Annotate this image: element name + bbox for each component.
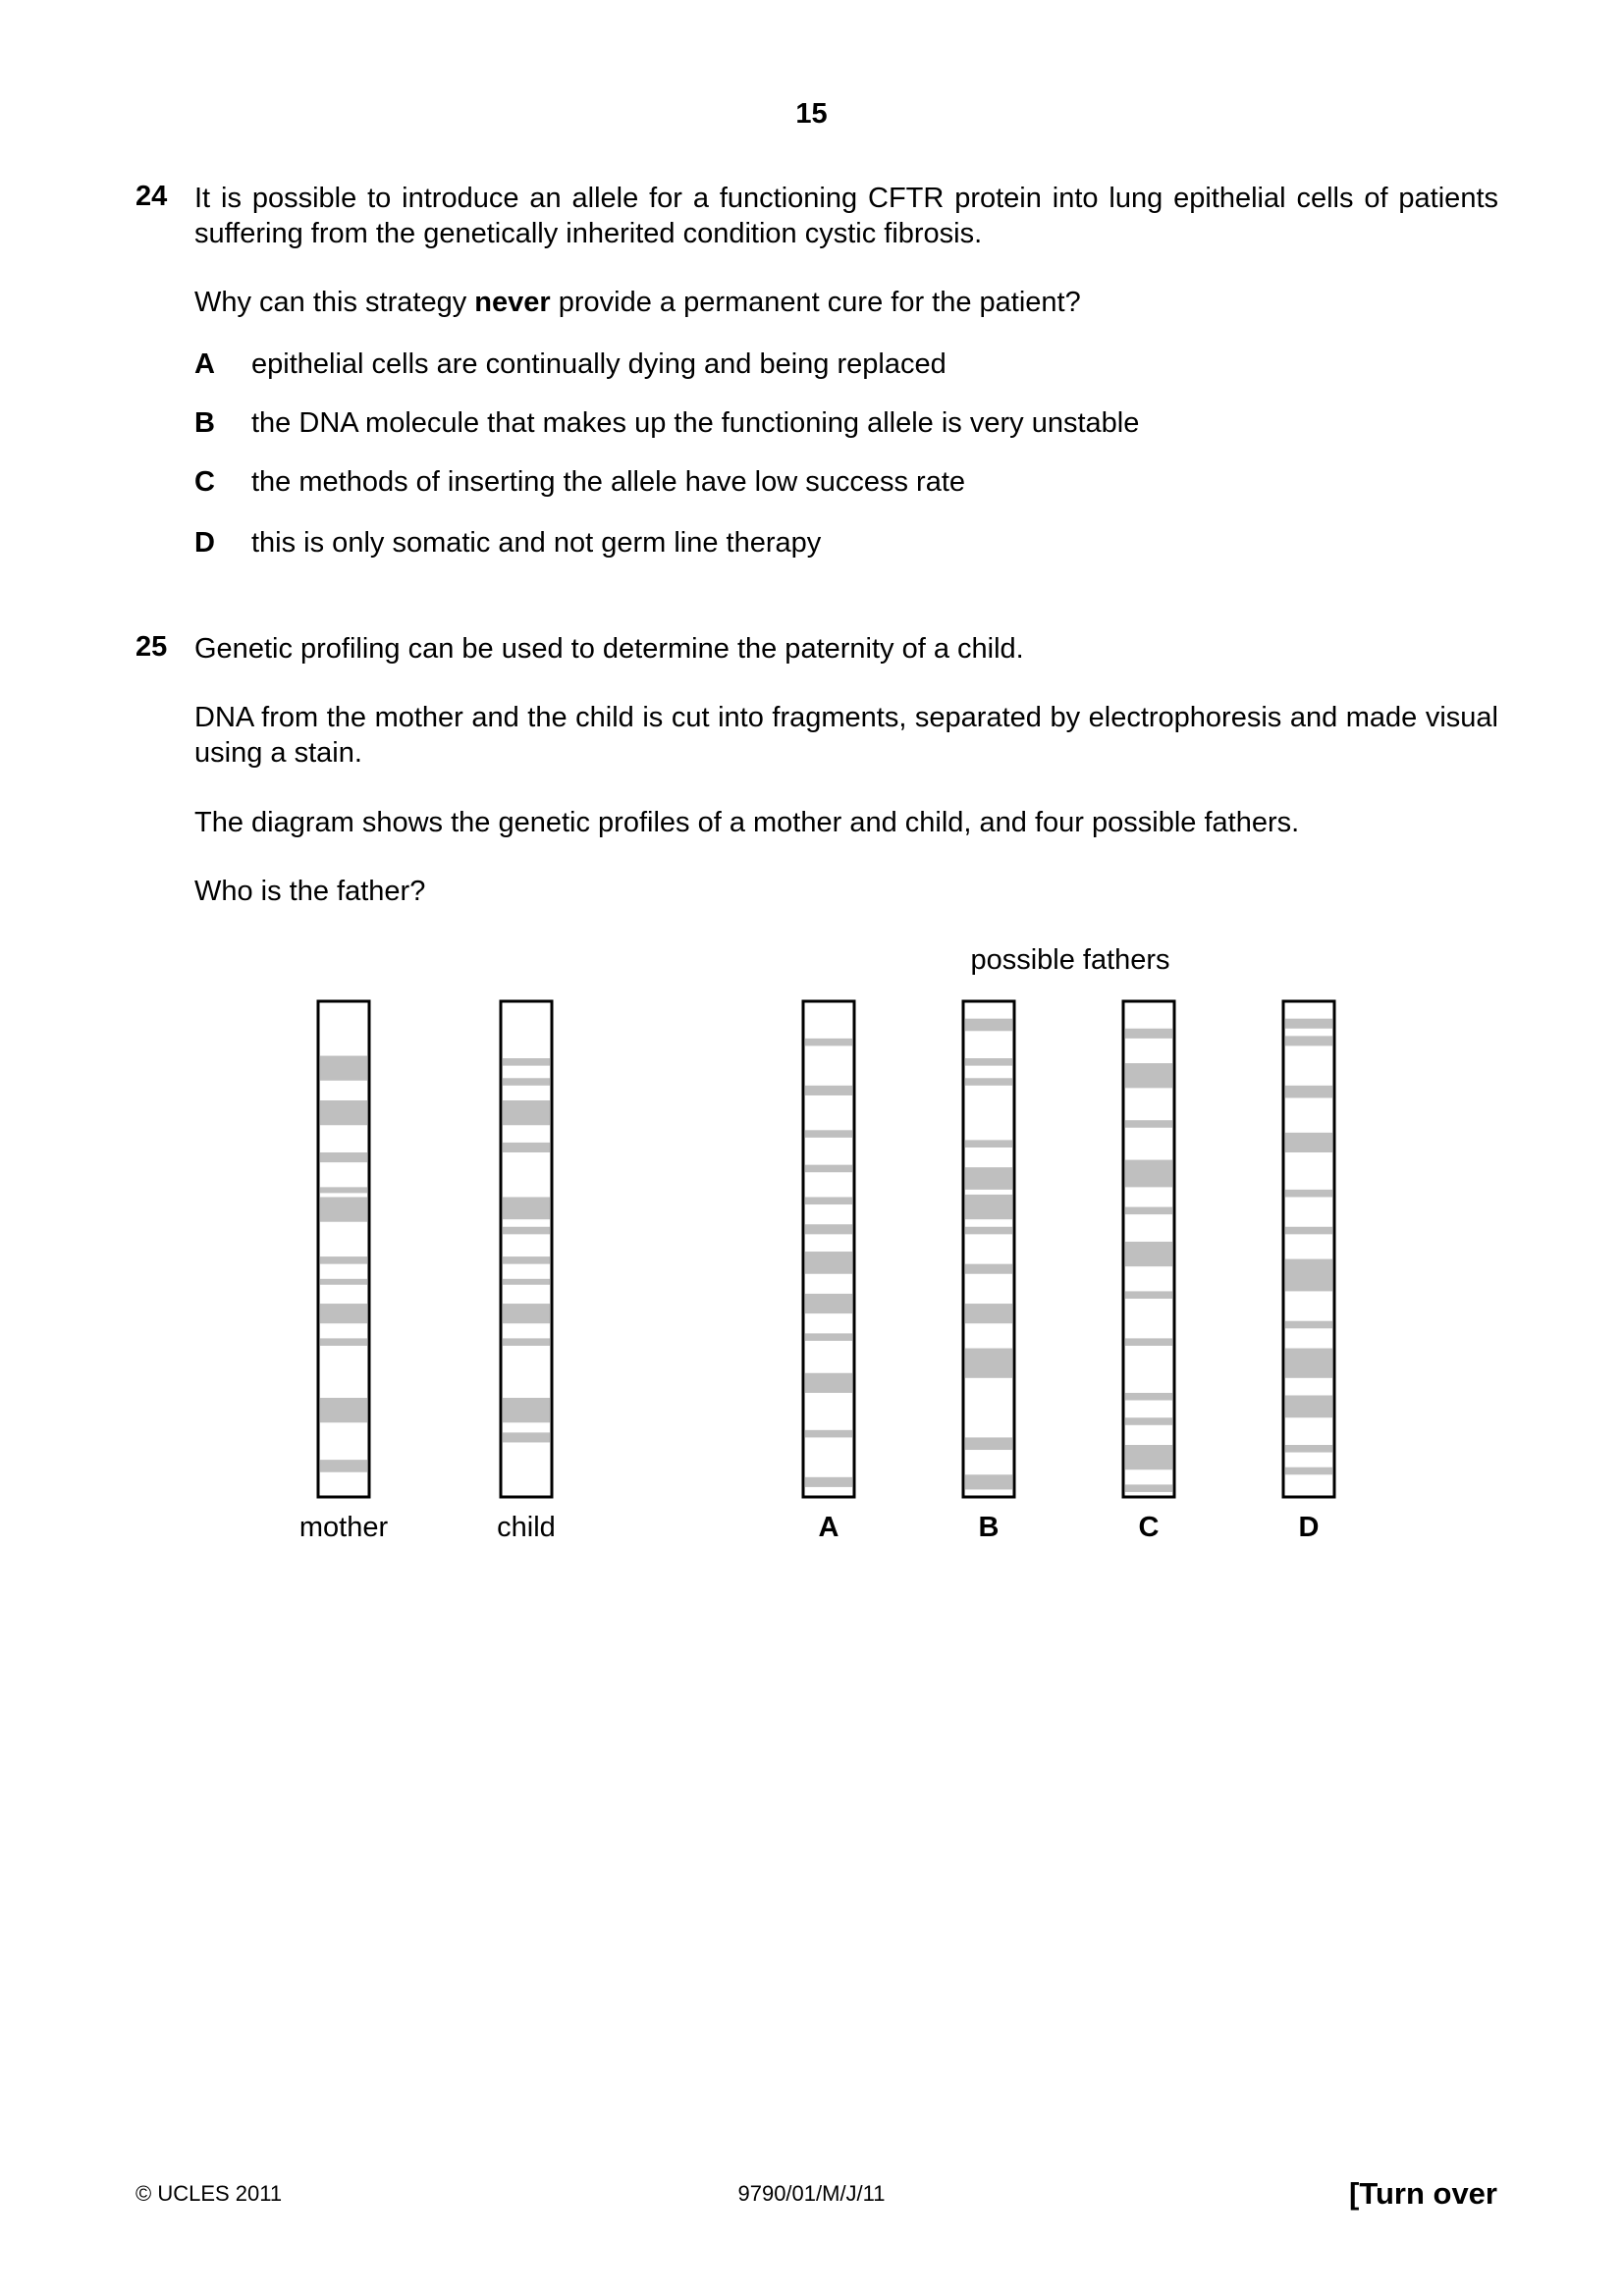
band — [320, 1304, 367, 1323]
option-text: the DNA molecule that makes up the functioning allele is very unstable — [251, 407, 1140, 439]
band — [965, 1437, 1012, 1450]
lane-mother — [318, 1001, 369, 1497]
band — [1285, 1395, 1332, 1417]
option-letter: B — [194, 407, 215, 439]
lane-child — [501, 1001, 552, 1497]
lane-b — [963, 1001, 1014, 1497]
band — [503, 1227, 550, 1235]
band — [1125, 1120, 1172, 1128]
footer-turn-over: [Turn over — [1349, 2176, 1497, 2211]
option-letter: D — [194, 527, 215, 559]
band — [965, 1264, 1012, 1274]
footer-paper-code: 9790/01/M/J/11 — [737, 2181, 886, 2206]
band — [1125, 1242, 1172, 1266]
lane-outline — [803, 1001, 854, 1497]
option-text: this is only somatic and not germ line therapy — [251, 527, 822, 559]
band — [503, 1279, 550, 1285]
band — [320, 1279, 367, 1285]
band — [965, 1167, 1012, 1190]
band — [805, 1039, 852, 1046]
band — [965, 1078, 1012, 1086]
lane-label-father-b: B — [978, 1512, 1000, 1543]
lane-a — [803, 1001, 854, 1497]
band — [805, 1224, 852, 1234]
band — [1125, 1445, 1172, 1469]
question-25-number: 25 — [135, 631, 168, 663]
footer-copyright: © UCLES 2011 — [135, 2181, 283, 2206]
band — [503, 1398, 550, 1422]
band — [1285, 1086, 1332, 1098]
question-24-prompt-pre: Why can this strategy — [194, 287, 475, 318]
band — [805, 1130, 852, 1138]
band — [965, 1304, 1012, 1323]
band — [320, 1100, 367, 1125]
band — [965, 1019, 1012, 1032]
band — [805, 1165, 852, 1173]
band — [503, 1432, 550, 1442]
lane-label-child: child — [497, 1512, 556, 1543]
band — [1285, 1349, 1332, 1378]
option-letter: A — [194, 348, 215, 380]
band — [503, 1100, 550, 1125]
band — [320, 1056, 367, 1081]
band — [965, 1227, 1012, 1235]
band — [805, 1252, 852, 1274]
band — [805, 1477, 852, 1487]
band — [503, 1078, 550, 1086]
band — [1285, 1259, 1332, 1292]
lane-label-father-d: D — [1298, 1512, 1320, 1543]
band — [320, 1197, 367, 1221]
band — [805, 1086, 852, 1095]
band — [1125, 1160, 1172, 1188]
band — [503, 1143, 550, 1152]
possible-fathers-label: possible fathers — [970, 944, 1170, 976]
band — [1285, 1036, 1332, 1045]
gel-lanes — [318, 1001, 1334, 1497]
page-number: 15 — [795, 98, 828, 130]
band — [320, 1460, 367, 1472]
band — [965, 1140, 1012, 1148]
question-25-line-1: Genetic profiling can be used to determine the paternity of a child. — [194, 633, 1024, 665]
band — [503, 1256, 550, 1264]
band — [1125, 1063, 1172, 1088]
band — [965, 1195, 1012, 1219]
band — [320, 1187, 367, 1193]
band — [1285, 1445, 1332, 1453]
question-25-line-3: The diagram shows the genetic profiles of a mother and child, and four possible fathers. — [194, 807, 1300, 838]
band — [965, 1058, 1012, 1066]
lane-d — [1283, 1001, 1334, 1497]
question-25-line-4: Who is the father? — [194, 876, 426, 907]
band — [503, 1058, 550, 1066]
band — [1285, 1190, 1332, 1198]
lane-outline — [963, 1001, 1014, 1497]
band — [503, 1304, 550, 1323]
band — [1285, 1468, 1332, 1475]
band — [965, 1349, 1012, 1378]
question-25-line-2: DNA from the mother and the child is cut into fragments, separated by electrophoresis and made visual using a stain. — [194, 702, 1498, 769]
band — [1125, 1338, 1172, 1346]
option-letter: C — [194, 466, 215, 498]
band — [1285, 1133, 1332, 1152]
band — [1125, 1029, 1172, 1039]
band — [1125, 1393, 1172, 1401]
band — [320, 1256, 367, 1264]
band — [503, 1338, 550, 1346]
lane-c — [1123, 1001, 1174, 1497]
band — [805, 1333, 852, 1341]
question-24-prompt-post: provide a permanent cure for the patient? — [550, 287, 1081, 318]
band — [1285, 1227, 1332, 1235]
question-24-number: 24 — [135, 181, 168, 212]
band — [805, 1430, 852, 1438]
lane-label-father-a: A — [818, 1512, 839, 1543]
option-text: the methods of inserting the allele have low success rate — [251, 466, 966, 498]
band — [1125, 1207, 1172, 1215]
question-24-stem: It is possible to introduce an allele for a functioning CFTR protein into lung epithelial cells of patients suffering from the genetically inherited condition cystic fibrosis. — [194, 183, 1498, 249]
lane-outline — [1283, 1001, 1334, 1497]
band — [320, 1338, 367, 1346]
band — [1285, 1019, 1332, 1029]
band — [503, 1197, 550, 1219]
band — [965, 1474, 1012, 1489]
lane-label-mother: mother — [298, 1512, 389, 1543]
band — [1125, 1484, 1172, 1492]
band — [320, 1398, 367, 1422]
band — [320, 1152, 367, 1162]
band — [805, 1294, 852, 1313]
option-text: epithelial cells are continually dying and being replaced — [251, 348, 947, 380]
band — [805, 1373, 852, 1393]
band — [805, 1197, 852, 1204]
band — [1125, 1417, 1172, 1425]
lane-label-father-c: C — [1138, 1512, 1160, 1543]
question-24-prompt-emphasis: never — [474, 287, 551, 318]
band — [1285, 1321, 1332, 1329]
band — [1125, 1291, 1172, 1299]
